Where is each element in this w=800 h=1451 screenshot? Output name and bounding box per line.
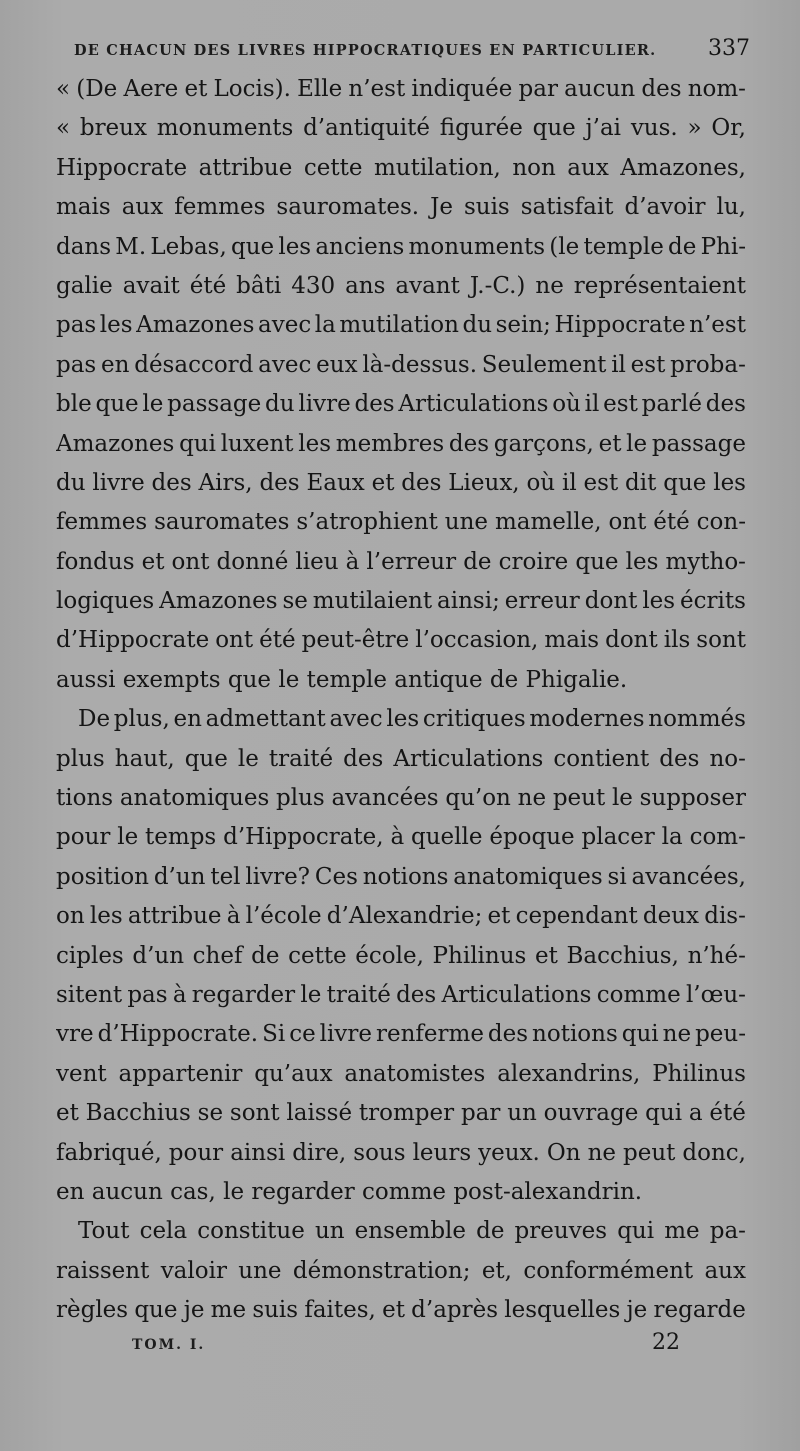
text-line: pas en désaccord avec eux là-dessus. Seulement il est proba-	[56, 351, 746, 378]
text-line: pour le temps d’Hippocrate, à quelle époque placer la com-	[56, 824, 746, 851]
text-line: d’Hippocrate ont été peut-être l’occasion, mais dont ils sont	[56, 627, 746, 654]
text-line-paragraph-start: De plus, en admettant avec les critiques modernes nommés	[78, 706, 746, 733]
body-text	[56, 70, 746, 1331]
text-line: sitent pas à regarder le traité des Articulations comme l’œu-	[56, 981, 746, 1008]
text-line: du livre des Airs, des Eaux et des Lieux, où il est dit que les	[56, 469, 746, 496]
text-line: fabriqué, pour ainsi dire, sous leurs yeux. On ne peut donc,	[56, 1139, 746, 1166]
text-line: mais aux femmes sauromates. Je suis satisfait d’avoir lu,	[56, 194, 746, 221]
text-line: règles que je me suis faites, et d’après lesquelles je regarde	[56, 1297, 746, 1324]
page-footer	[132, 1330, 680, 1355]
text-line: en aucun cas, le regarder comme post-alexandrin.	[56, 1178, 643, 1205]
running-title: DE CHACUN DES LIVRES HIPPOCRATIQUES EN PARTICULIER.	[74, 42, 657, 59]
text-line: et Bacchius se sont laissé tromper par un ouvrage qui a été	[56, 1100, 746, 1127]
text-line: « breux monuments d’antiquité figurée que j’ai vus. » Or,	[56, 115, 746, 142]
text-line: tions anatomiques plus avancées qu’on ne peut le supposer	[56, 785, 746, 812]
text-line: vre d’Hippocrate. Si ce livre renferme des notions qui ne peu-	[56, 1021, 746, 1048]
text-line: position d’un tel livre? Ces notions anatomiques si avancées,	[56, 863, 746, 890]
text-line: aussi exempts que le temple antique de Phigalie.	[56, 666, 628, 693]
running-head	[74, 36, 750, 64]
text-line: « (De Aere et Locis). Elle n’est indiquée par aucun des nom-	[56, 76, 746, 102]
text-line: pas les Amazones avec la mutilation du sein; Hippocrate n’est	[56, 312, 746, 339]
text-line: logiques Amazones se mutilaient ainsi; erreur dont les écrits	[56, 588, 746, 615]
text-line: plus haut, que le traité des Articulations contient des no-	[56, 745, 746, 772]
page-number: 337	[708, 36, 750, 61]
text-line: dans M. Lebas, que les anciens monuments (le temple de Phi-	[56, 233, 746, 260]
signature-number: 22	[652, 1330, 680, 1355]
text-line-paragraph-start: Tout cela constitue un ensemble de preuves qui me pa-	[78, 1218, 746, 1245]
text-line: ble que le passage du livre des Articulations où il est parlé des	[56, 391, 746, 418]
text-line: galie avait été bâti 430 ans avant J.-C.) ne représentaient	[56, 272, 746, 299]
text-line: Hippocrate attribue cette mutilation, non aux Amazones,	[56, 154, 746, 181]
signature-mark: TOM. I.	[132, 1337, 206, 1353]
text-line: raissent valoir une démonstration; et, conformément aux	[56, 1257, 746, 1284]
text-line: on les attribue à l’école d’Alexandrie; et cependant deux dis-	[56, 903, 746, 930]
text-line: fondus et ont donné lieu à l’erreur de croire que les mytho-	[56, 548, 746, 575]
text-line: femmes sauromates s’atrophient une mamelle, ont été con-	[56, 509, 746, 536]
text-line: ciples d’un chef de cette école, Philinus et Bacchius, n’hé-	[56, 942, 746, 969]
text-line: vent appartenir qu’aux anatomistes alexandrins, Philinus	[56, 1060, 746, 1087]
text-line: Amazones qui luxent les membres des garçons, et le passage	[56, 430, 746, 457]
